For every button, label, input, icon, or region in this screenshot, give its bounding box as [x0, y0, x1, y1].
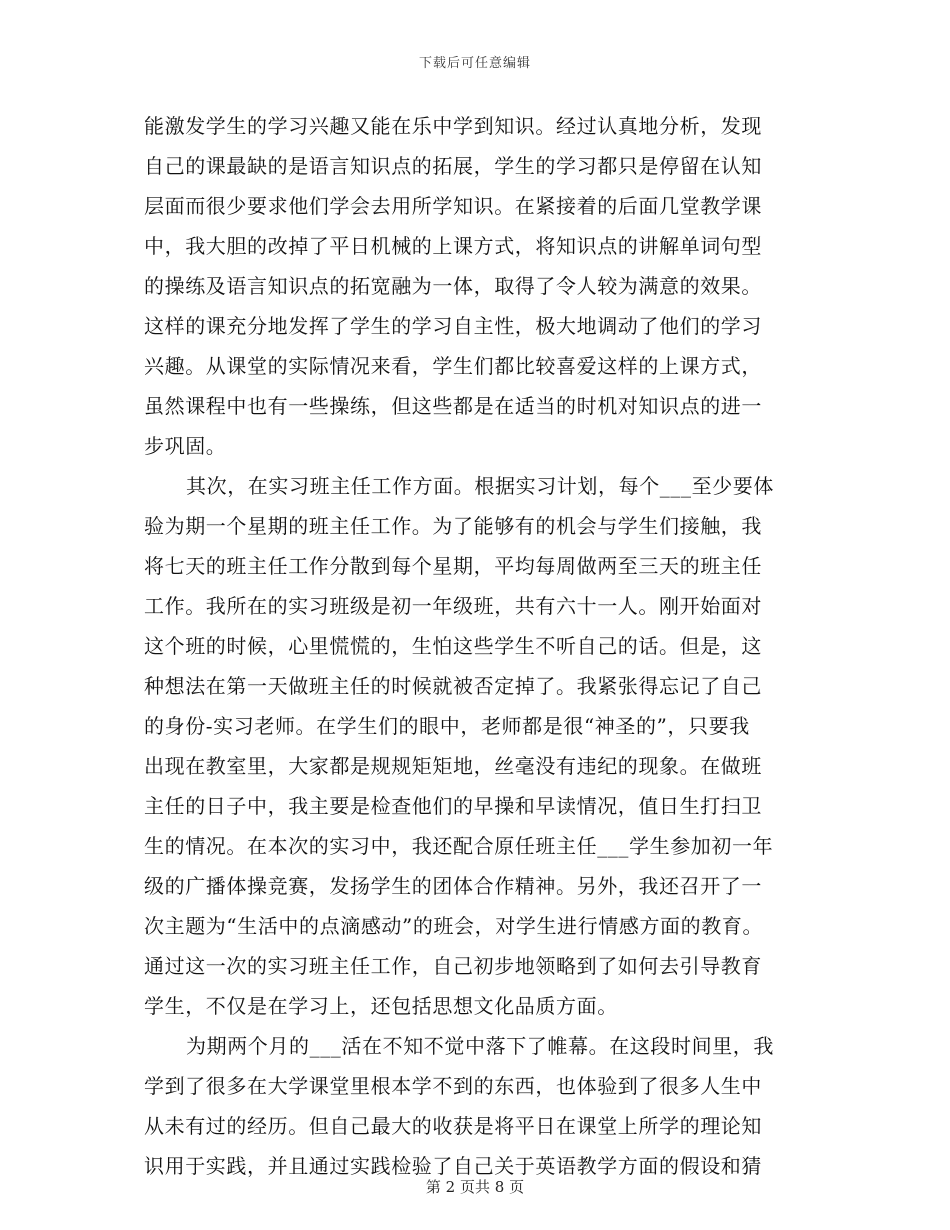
- text-line: 将七天的班主任工作分散到每个星期，平均每周做两至三天的班主任: [144, 554, 762, 578]
- text-line: 从未有过的经历。但自己最大的收获是将平日在课堂上所学的理论知: [144, 1114, 762, 1138]
- text-line: 学生，不仅是在学习上，还包括思想文化品质方面。: [144, 994, 618, 1018]
- text-line: 中，我大胆的改掉了平日机械的上课方式，将知识点的讲解单词句型: [144, 234, 762, 258]
- text-line: 级的广播体操竞赛，发扬学生的团体合作精神。另外，我还召开了一: [144, 874, 762, 898]
- page-number: 第 2 页共 8 页: [425, 1178, 525, 1196]
- text-line: 的身份-实习老师。在学生们的眼中，老师都是很“神圣的”，只要我: [144, 714, 750, 738]
- text-line: 出现在教室里，大家都是规规矩矩地，丝毫没有违纪的现象。在做班: [144, 754, 762, 778]
- text-line: 通过这一次的实习班主任工作，自己初步地领略到了如何去引导教育: [144, 954, 762, 978]
- text-line: 步巩固。: [144, 434, 227, 458]
- text-line: 这个班的时候，心里慌慌的，生怕这些学生不听自己的话。但是，这: [144, 634, 762, 658]
- text-line: 虽然课程中也有一些操练，但这些都是在适当的时机对知识点的进一: [144, 394, 762, 418]
- text-line: 验为期一个星期的班主任工作。为了能够有的机会与学生们接触，我: [144, 514, 762, 538]
- text-line: 兴趣。从课堂的实际情况来看，学生们都比较喜爱这样的上课方式，: [144, 354, 762, 378]
- text-line: 层面而很少要求他们学会去用所学知识。在紧接着的后面几堂教学课: [144, 194, 762, 218]
- text-line: 生的情况。在本次的实习中，我还配合原任班主任___学生参加初一年: [144, 834, 774, 858]
- text-line: 这样的课充分地发挥了学生的学习自主性，极大地调动了他们的学习: [144, 314, 762, 338]
- text-line: 学到了很多在大学课堂里根本学不到的东西，也体验到了很多人生中: [144, 1074, 762, 1098]
- text-line: 能激发学生的学习兴趣又能在乐中学到知识。经过认真地分析，发现: [144, 114, 762, 138]
- text-line: 种想法在第一天做班主任的时候就被否定掉了。我紧张得忘记了自己: [144, 674, 762, 698]
- text-line: 识用于实践，并且通过实践检验了自己关于英语教学方面的假设和猜: [144, 1154, 762, 1178]
- page-header: 下载后可任意编辑: [418, 56, 531, 71]
- text-line: 其次，在实习班主任工作方面。根据实习计划，每个___至少要体: [186, 474, 774, 498]
- text-line: 次主题为“生活中的点滴感动”的班会，对学生进行情感方面的教育。: [144, 914, 764, 938]
- text-line: 自己的课最缺的是语言知识点的拓展，学生的学习都只是停留在认知: [144, 154, 762, 178]
- text-line: 工作。我所在的实习班级是初一年级班，共有六十一人。刚开始面对: [144, 594, 762, 618]
- text-line: 主任的日子中，我主要是检查他们的早操和早读情况，值日生打扫卫: [144, 794, 762, 818]
- document-body: [144, 106, 804, 1186]
- text-line: 的操练及语言知识点的拓宽融为一体，取得了令人较为满意的效果。: [144, 274, 762, 298]
- text-line: 为期两个月的___活在不知不觉中落下了帷幕。在这段时间里，我: [186, 1034, 774, 1058]
